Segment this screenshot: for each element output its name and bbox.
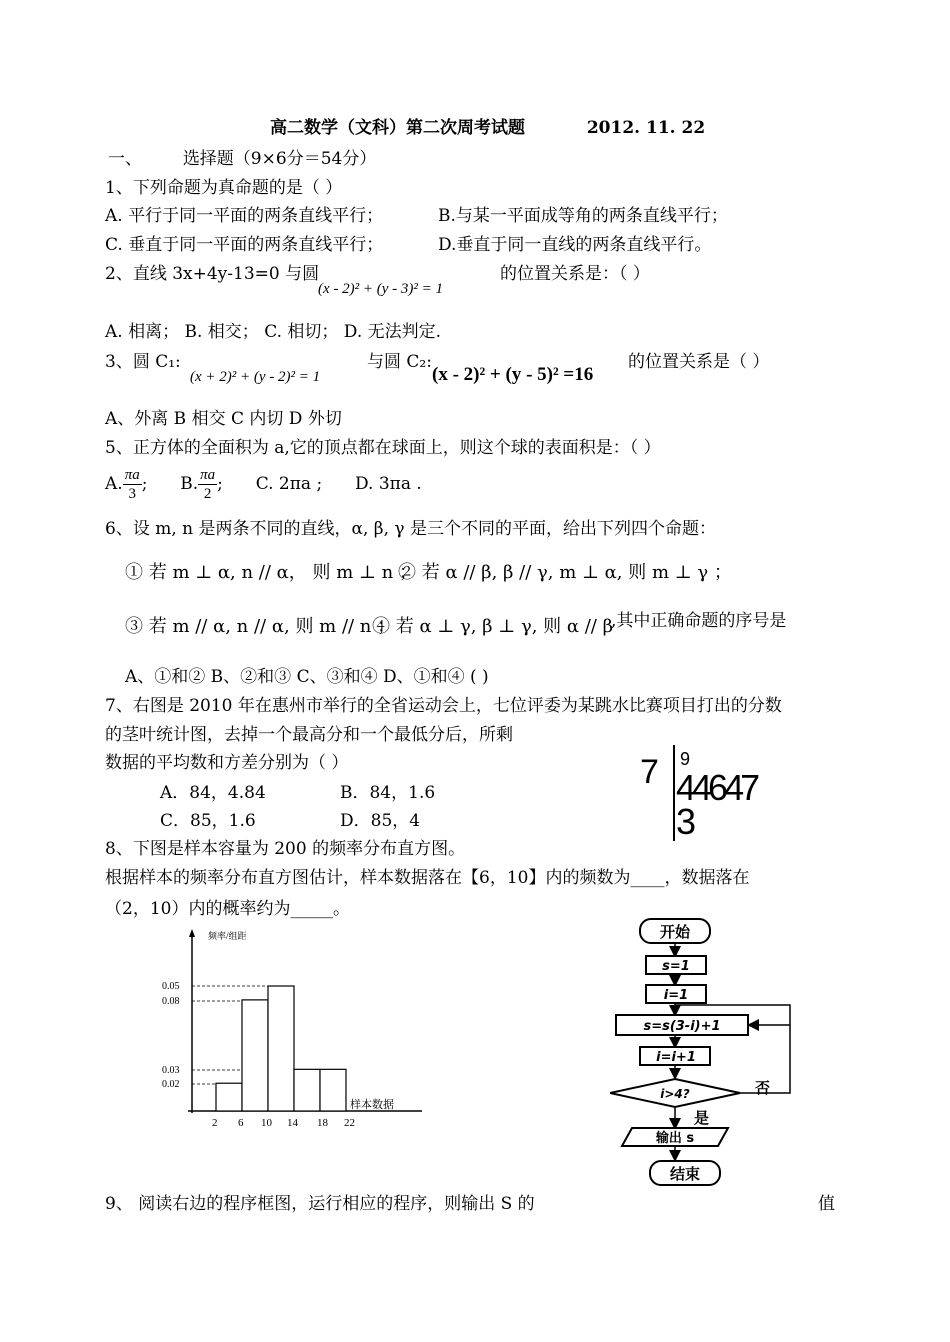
q2-options: A. 相离； B. 相交； C. 相切； D. 无法判定.	[105, 322, 442, 342]
y-axis-arrow	[189, 929, 195, 937]
stem-leaf-row-3: 3	[676, 801, 697, 842]
q7-line-1: 7、右图是 2010 年在惠州市举行的全省运动会上，七位评委为某跳水比赛项目打出的分数	[105, 696, 782, 716]
section-heading	[108, 148, 376, 170]
histogram-bars	[216, 986, 346, 1111]
stem-leaf-row-2: 44647	[676, 767, 757, 808]
q8-line-3: （2，10）内的概率约为_____。	[105, 899, 350, 919]
q9-text: 9、 阅读右边的程序框图，运行相应的程序，则输出 S 的	[105, 1194, 535, 1214]
q3-stem-c: 的位置关系是（ ）	[628, 352, 770, 372]
y-tick-0.02: 0.02	[162, 1079, 180, 1090]
x-tick-10: 10	[261, 1117, 272, 1129]
x-tick-22: 22	[344, 1117, 355, 1129]
flow-assign-label: s=s(3-i)+1	[643, 1019, 721, 1034]
q5-a-num: πa	[124, 467, 140, 483]
x-tick-18: 18	[317, 1117, 328, 1129]
q5-b-fraction	[198, 466, 217, 503]
q7-line-2: 的茎叶统计图，去掉一个最高分和一个最低分后，所剩	[105, 725, 513, 745]
q5-a-fraction	[123, 466, 142, 503]
q5-b-den: 2	[203, 486, 212, 502]
x-axis-label: 样本数据	[350, 1099, 394, 1111]
histogram-bar-14-18	[294, 1069, 320, 1111]
section-number: 一、	[108, 149, 142, 169]
stem-leaf-plot	[640, 745, 800, 845]
flow-init-s-label: s=1	[662, 959, 690, 974]
q1-option-a: A. 平行于同一平面的两条直线平行；	[105, 206, 384, 226]
histogram-bar-18-22	[320, 1069, 346, 1111]
q5-b-label: B.	[180, 474, 199, 494]
section-label: 选择题（9×6分＝54分）	[182, 149, 377, 169]
q6-tail: ,其中正确命题的序号是	[611, 611, 787, 631]
histogram-bar-2-6	[216, 1083, 242, 1111]
flow-end-label: 结束	[669, 1165, 701, 1183]
y-axis-label: 频率/组距	[208, 931, 247, 941]
q5-b-num: πa	[200, 467, 216, 483]
q6-stem: 6、设 m, n 是两条不同的直线，α, β, γ 是三个不同的平面，给出下列四个命题：	[105, 519, 716, 539]
stem-leaf-divider	[673, 745, 675, 841]
q1-option-b: B.与某一平面成等角的两条直线平行；	[438, 206, 728, 226]
q7-option-c: C．85，1.6	[160, 811, 256, 831]
q7-option-b: B．84，1.6	[340, 783, 436, 803]
q7-option-a: A．84，4.84	[160, 783, 266, 803]
histogram-bar-10-14	[268, 986, 294, 1111]
q1-option-d: D.垂直于同一直线的两条直线平行。	[438, 235, 712, 255]
page-title	[270, 117, 705, 139]
stem-leaf-row-1: 9	[680, 749, 691, 769]
stem-leaf-stem: 7	[640, 753, 659, 791]
q6-options: A、①和② B、②和③ C、③和④ D、①和④ ( )	[125, 667, 489, 687]
q3-options: A、外离 B 相交 C 内切 D 外切	[105, 409, 342, 429]
q3-circle2-equation: (x - 2)² + (y - 5)² =16	[432, 364, 594, 385]
program-flowchart	[610, 915, 810, 1190]
q6-proposition-1: ① 若 m ⊥ α, n // α， 则 m ⊥ n ；	[125, 562, 417, 583]
histogram-bar-6-10	[242, 1000, 268, 1111]
flow-increment-label: i=i+1	[656, 1050, 696, 1065]
q7-option-d: D．85，4	[340, 811, 421, 831]
q1-option-c: C. 垂直于同一平面的两条直线平行；	[105, 235, 384, 255]
q1-stem: 1、下列命题为真命题的是（ ）	[105, 178, 343, 198]
q3-circle1-equation: (x + 2)² + (y - 2)² = 1	[190, 369, 321, 385]
q6-proposition-4: ④ 若 α ⊥ γ, β ⊥ γ, 则 α // β	[372, 616, 614, 637]
flow-init-i-label: i=1	[663, 988, 689, 1003]
q2-stem-b: 的位置关系是：（ ）	[500, 264, 650, 284]
q5-a-den: 3	[128, 486, 136, 502]
y-tick-0.05: 0.05	[162, 981, 180, 992]
q5-option-d: D. 3πa .	[355, 474, 422, 494]
y-tick-0.08: 0.08	[162, 996, 180, 1007]
flow-output-label: 输出 s	[655, 1131, 695, 1146]
flow-start-label: 开始	[659, 923, 691, 941]
q6-proposition-2: ② 若 α // β, β // γ, m ⊥ α, 则 m ⊥ γ ；	[398, 562, 732, 583]
q8-line-1: 8、下图是样本容量为 200 的频率分布直方图。	[105, 839, 466, 859]
q7-line-3: 数据的平均数和方差分别为（ ）	[105, 753, 349, 773]
x-tick-2: 2	[212, 1117, 218, 1129]
q5-a-label: A.	[105, 474, 123, 494]
x-tick-6: 6	[238, 1117, 244, 1129]
flow-no-label: 否	[755, 1079, 771, 1097]
q2-circle-equation: (x - 2)² + (y - 3)² = 1	[318, 281, 444, 297]
flow-yes-label: 是	[694, 1109, 710, 1127]
q9-tail: 值	[818, 1194, 835, 1214]
exam-date: 2012. 11. 22	[586, 118, 706, 138]
x-tick-14: 14	[287, 1117, 298, 1129]
q5-options: A. $\frac{\pi a}{3}$ ; B. $\frac{\pi a}{2}$ ; C. 2πa ; D. 3πa .	[105, 467, 422, 502]
q3-stem-b: 与圆 C₂:	[367, 352, 432, 372]
q8-line-2: 根据样本的频率分布直方图估计，样本数据落在【6，10】内的频数为____，数据落在	[105, 868, 750, 888]
title-text: 高二数学（文科）第二次周考试题	[270, 118, 525, 138]
frequency-histogram	[160, 925, 440, 1135]
q5-stem: 5、正方体的全面积为 a,它的顶点都在球面上，则这个球的表面积是：（ ）	[105, 438, 661, 458]
q5-option-c: C. 2πa ;	[255, 474, 323, 494]
y-tick-0.03: 0.03	[162, 1065, 180, 1076]
q3-stem-a: 3、圆 C₁:	[105, 352, 181, 372]
q6-proposition-3: ③ 若 m // α, n // α, 则 m // n ；	[125, 616, 396, 637]
flow-condition-label: i>4?	[660, 1087, 690, 1101]
q2-stem-a: 2、直线 3x+4y-13=0 与圆	[105, 264, 320, 284]
